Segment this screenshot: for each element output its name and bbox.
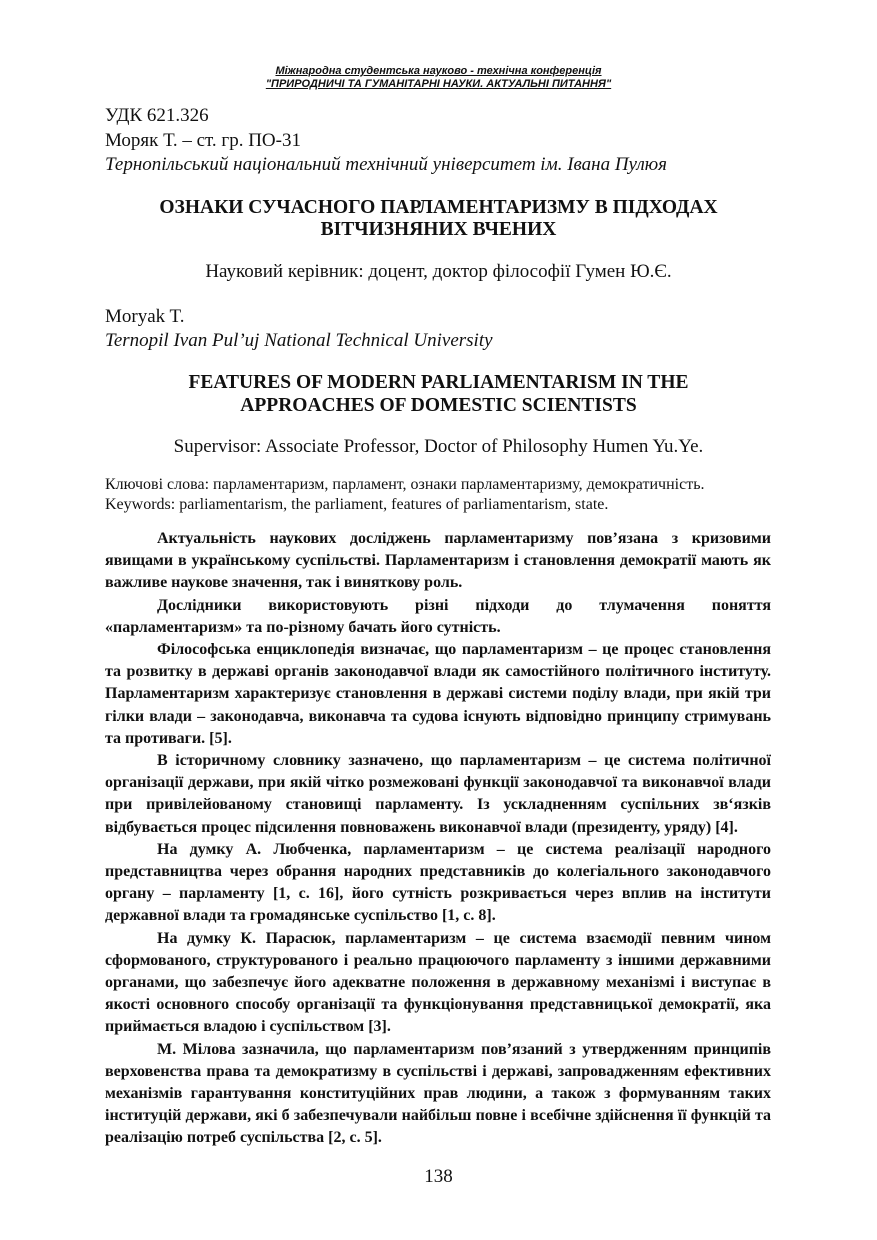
- keywords-ua: Ключові слова: парламентаризм, парламент, ознаки парламентаризму, демократичність.: [105, 476, 705, 493]
- paragraph: На думку К. Парасюк, парламентаризм – це система взаємодії певним чином сформованого, структурованого і реально працюючого парламенту з іншими державними органами, що забезпечує його адекватне положення в державному механізмі і виступає в якості основного способу організації та функціонування представницької демократії, яка приймається владою і суспільством [3].: [105, 929, 771, 1036]
- conference-header-line1: Міжнародна студентська науково - технічна конференція: [275, 65, 602, 77]
- supervisor-en: Supervisor: Associate Professor, Doctor of Philosophy Humen Yu.Ye.: [173, 436, 704, 457]
- paragraph: На думку А. Любченка, парламентаризм – це система реалізації народного представництва через обрання народних представників до колегіального законодавчого органу – парламенту [1, с. 16], його сутність розкривається через вплив на інститути державної влади та громадянське суспільство [1, с. 8].: [105, 840, 771, 925]
- title-en-line1: FEATURES OF MODERN PARLIAMENTARISM IN THE: [188, 372, 689, 393]
- author-en: Moryak T.: [105, 306, 185, 327]
- paragraph: Дослідники використовують різні підходи до тлумачення поняття «парламентаризм» та по-різному бачать його сутність.: [105, 596, 771, 636]
- affiliation-en: Ternopil Ivan Pul’uj National Technical University: [105, 330, 493, 351]
- paragraph: М. Мілова зазначила, що парламентаризм пов’язаний з утвердженням принципів верховенства права та демократизму в суспільстві і державі, запровадженням ефективних механізмів гарантування конституційних прав людини, а також з формуванням таких інституцій держави, які б забезпечували найбільш повне і всебічне здійснення її функцій та реалізацію потреб суспільства [2, с. 5].: [105, 1040, 771, 1147]
- author-ua: Моряк Т. – ст. гр. ПО-31: [105, 130, 301, 151]
- title-ua-line1: ОЗНАКИ СУЧАСНОГО ПАРЛАМЕНТАРИЗМУ В ПІДХОДАХ: [159, 197, 718, 218]
- paragraph: Актуальність наукових досліджень парламентаризму пов’язана з кризовими явищами в українському суспільстві. Парламентаризм і становлення демократії мають як важливе наукове значення, так і виняткову роль.: [105, 530, 771, 592]
- title-en-line2: APPROACHES OF DOMESTIC SCIENTISTS: [240, 395, 637, 416]
- page-number: 138: [424, 1166, 453, 1187]
- keywords-en: Keywords: parliamentarism, the parliament, features of parliamentarism, state.: [105, 496, 609, 513]
- udk-code: УДК 621.326: [105, 105, 209, 126]
- article-body: [105, 528, 771, 1150]
- supervisor-ua: Науковий керівник: доцент, доктор філософії Гумен Ю.Є.: [205, 261, 672, 282]
- affiliation-ua: Тернопільський національний технічний університет ім. Івана Пулюя: [105, 154, 667, 175]
- paragraph: Філософська енциклопедія визначає, що парламентаризм – це процес становлення та розвитку в державі органів законодавчої влади як самостійного політичного інституту. Парламентаризм характеризує становлення в державі системи поділу влади, при якій три гілки влади – законодавча, виконавча та судова існують відповідно принципу стримувань та противаги. [5].: [105, 641, 771, 747]
- conference-header-line2: "ПРИРОДНИЧІ ТА ГУМАНІТАРНІ НАУКИ. АКТУАЛЬНІ ПИТАННЯ": [265, 78, 612, 90]
- paragraph: В історичному словнику зазначено, що парламентаризм – це система політичної організації держави, при якій чітко розмежовані функції законодавчої та виконавчої влади при привілейованому становищі парламенту. Із ускладненням суспільних зв‘язків відбувається процес підсилення повноважень виконавчої влади (президенту, уряду) [4].: [105, 752, 771, 836]
- title-ua-line2: ВІТЧИЗНЯНИХ ВЧЕНИХ: [320, 219, 557, 240]
